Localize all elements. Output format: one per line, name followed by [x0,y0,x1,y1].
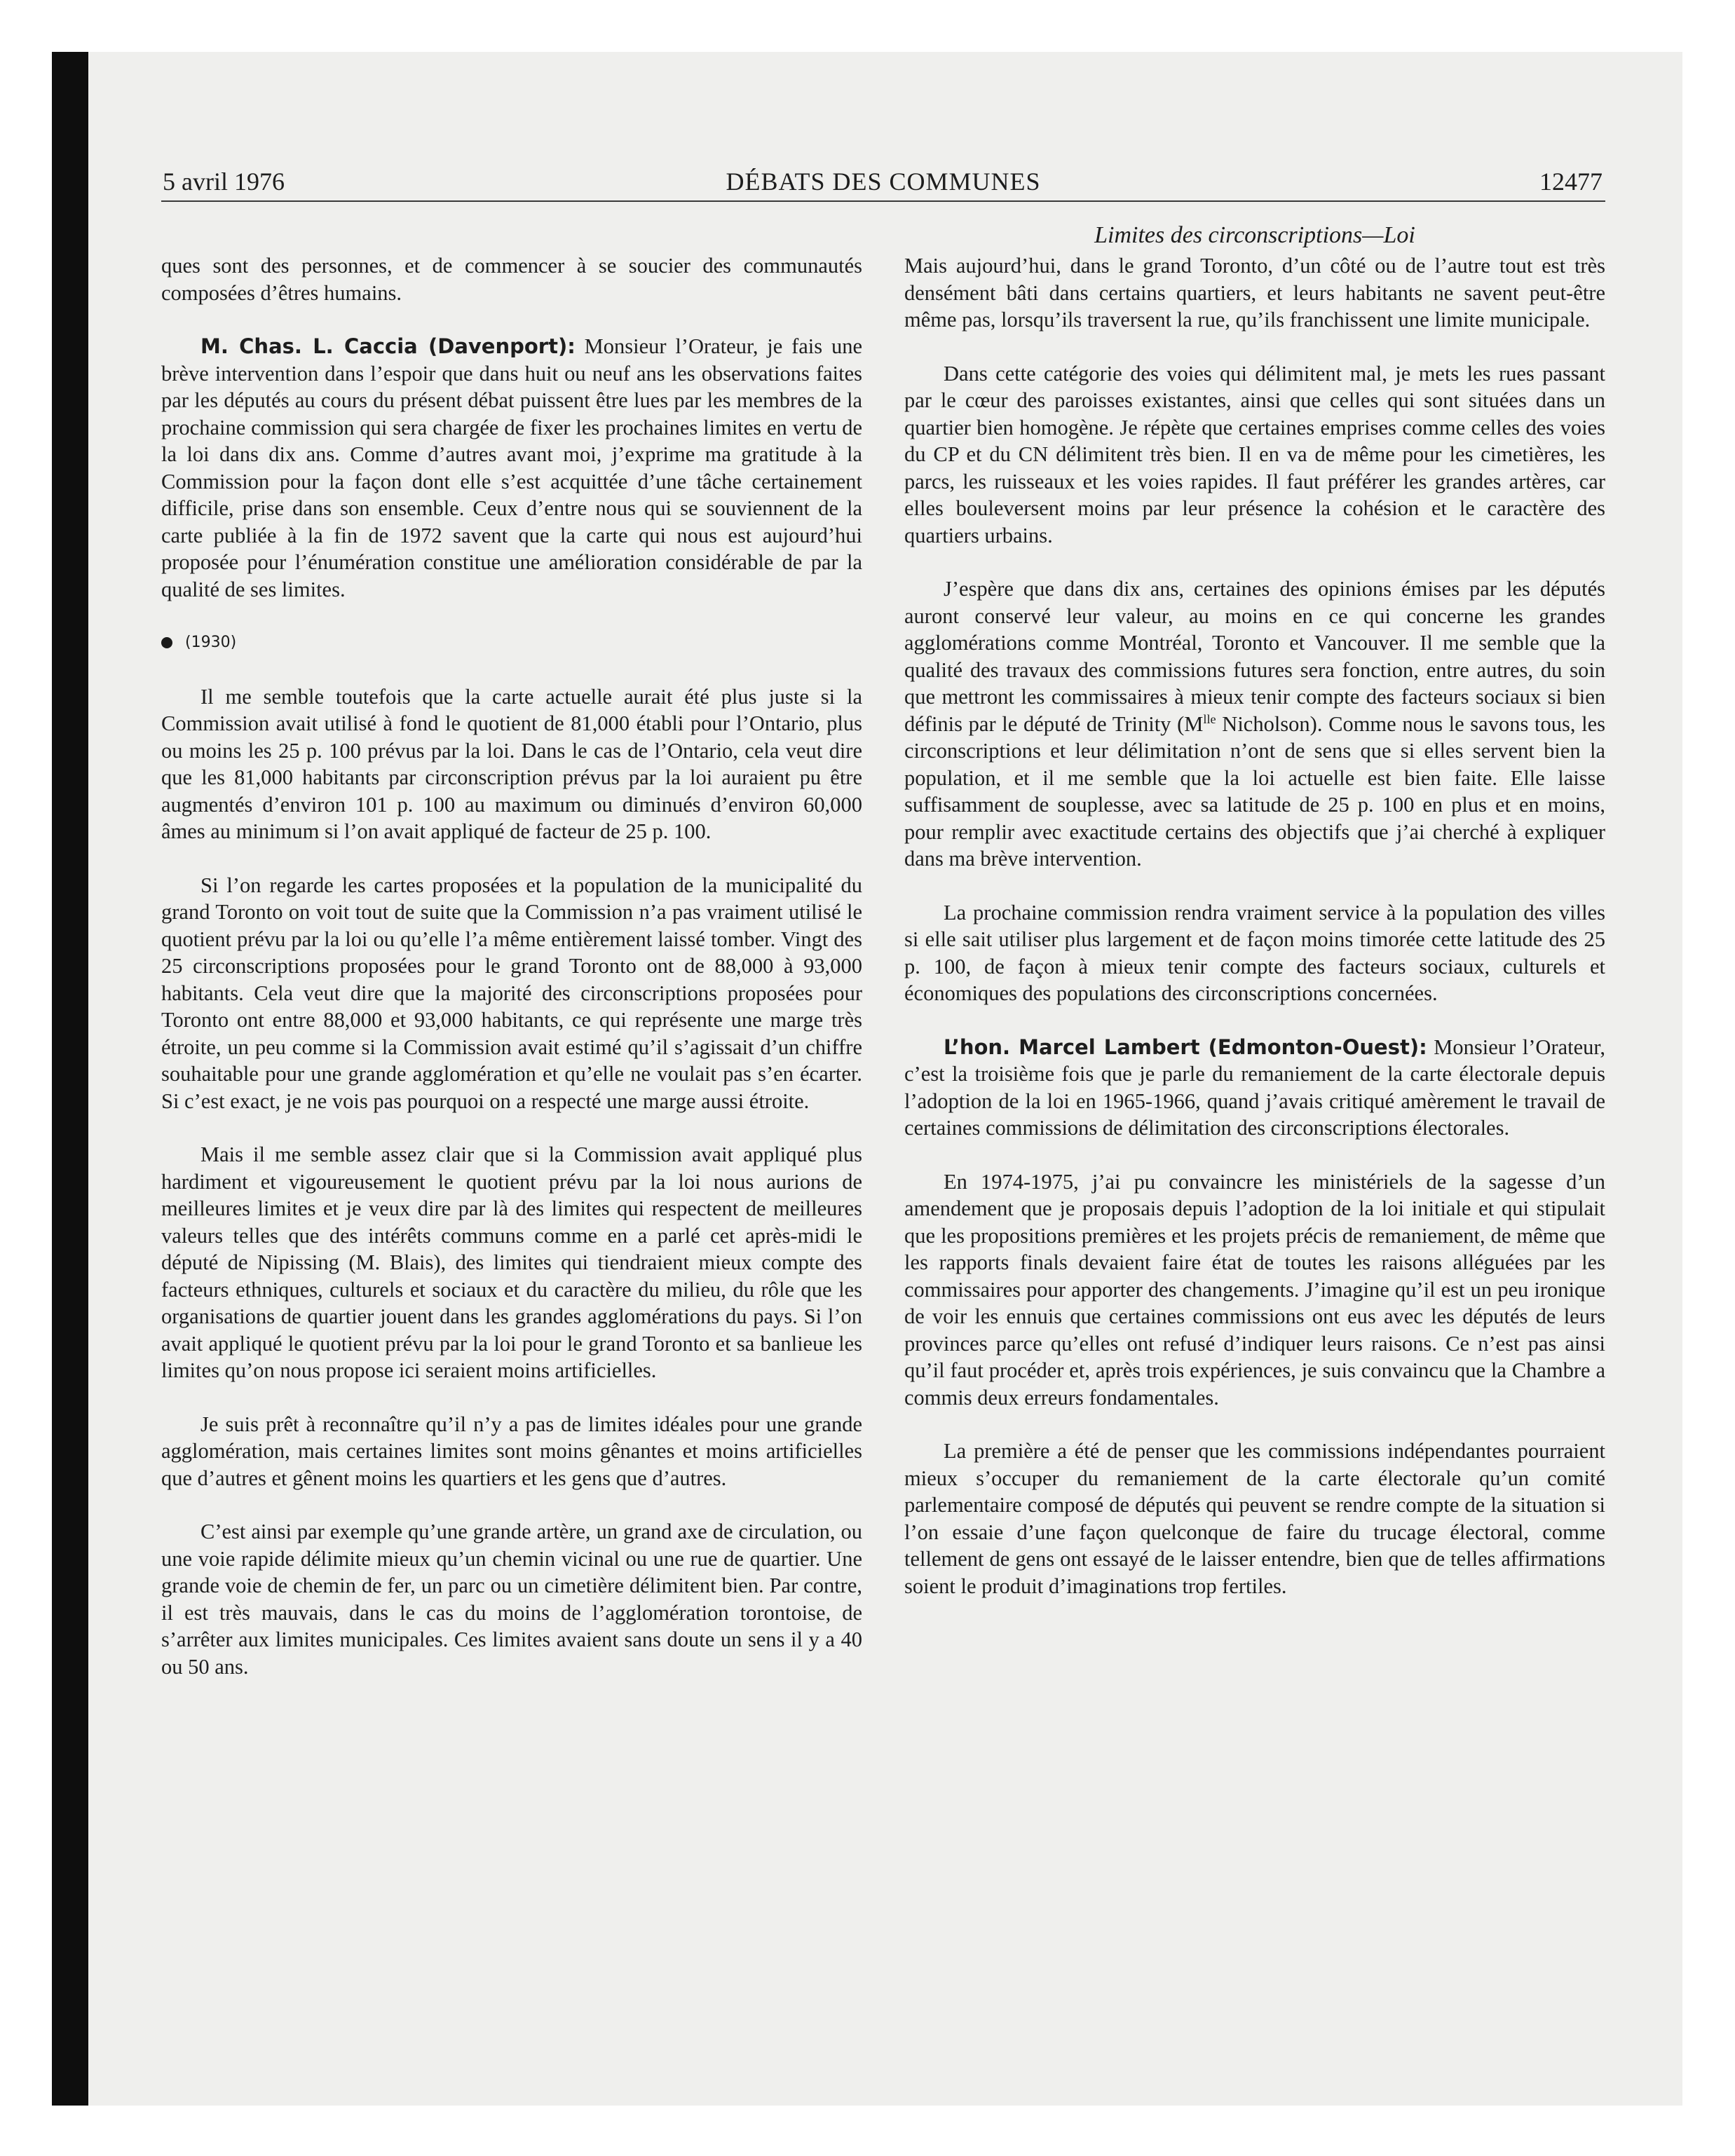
left-column [161,252,862,1707]
paragraph: Mais aujourd’hui, dans le grand Toronto, d’un côté ou de l’autre tout est très densément bâti dans certains quartiers, et leurs habitants ne savent peut-être même pas, lorsqu’ils traversent la rue, qu’ils franchissent une limite municipale. [904,254,1605,332]
text-run: Nicholson). Comme nous le savons tous, les circonscriptions et leur délimitation n’ont de sens que si elles servent bien la population, et il me semble que la loi actuelle est bien faite. Elle laisse suffisamment de souplesse, avec sa latitude de 25 p. 100 en plus et en moins, pour remplir avec exactitude certains des objectifs que j’ai cherché à expliquer dans ma brève intervention. [904,711,1605,871]
paragraph: La prochaine commission rendra vraiment service à la population des villes si elle sait utiliser plus largement et de façon moins timorée cette latitude des 25 p. 100, de façon à mieux tenir compte des facteurs sociaux, culturels et économiques des populations des circonscriptions concernées. [904,900,1605,1005]
right-column [904,252,1605,1626]
time-marker [161,629,862,657]
bullet-dot-icon [161,637,172,648]
header-title: DÉBATS DES COMMUNES [726,168,1041,196]
speaker-name: L’hon. Marcel Lambert (Edmonton-Ouest): [944,1035,1427,1059]
paragraph-lambert [904,1034,1605,1142]
paragraph: Je suis prêt à reconnaître qu’il n’y a pas de limites idéales pour une grande agglomération, mais certaines limites sont moins gênantes et moins artificielles que d’autres et gênent moins les quartiers et les gens que d’autres. [161,1412,862,1490]
paragraph: Dans cette catégorie des voies qui délimitent mal, je mets les rues passant par le cœur des paroisses existantes, ainsi que celles qui sont situées dans un quartier bien homogène. Je répète que certaines emprises comme celles des voies du CP et du CN délimitent très bien. Il en va de même pour les cimetières, les parcs, les ruisseaux et les voies rapides. Il faut préférer les grandes artères, car elles bouleversent moins par leur présence la cohésion et le caractère des quartiers urbains. [904,361,1605,547]
time-marker-label: (1930) [185,634,237,651]
paragraph: C’est ainsi par exemple qu’une grande artère, un grand axe de circulation, ou une voie rapide délimite mieux qu’un chemin vicinal ou une rue de quartier. Une grande voie de chemin de fer, un parc ou un cimetière délimitent bien. Par contre, il est très mauvais, dans le cas du moins de l’agglomération torontoise, de s’arrêter aux limites municipales. Ces limites avaient sans doute un sens il y a 40 ou 50 ans. [161,1520,862,1679]
binding-edge [52,52,88,2106]
paragraph-caccia [161,333,862,603]
speech-text: Monsieur l’Orateur, je fais une brève intervention dans l’espoir que dans huit ou neuf ans les observations faites par les députés au cours du présent débat puissent être lues par les membres de la prochaine commission qui sera chargée de fixer les prochaines limites en vertu de la loi dans dix ans. Comme d’autres avant moi, j’exprime ma gratitude à la Commission pour la façon dont elle s’est acquittée d’une tâche certainement difficile, prise dans son ensemble. Ceux d’entre nous qui se souviennent de la carte publiée à la fin de 1972 savent que la carte qui nous est aujourd’hui proposée pour l’énumération constitue une amélioration considérable de par la qualité de ses limites. [161,334,862,601]
speaker-name: M. Chas. L. Caccia (Davenport): [200,334,576,358]
header-date: 5 avril 1976 [163,168,285,196]
paragraph: ques sont des personnes, et de commencer à se soucier des communautés composées d’êtres humains. [161,254,862,305]
paragraph: La première a été de penser que les commissions indépendantes pourraient mieux s’occuper du remaniement de la carte électorale qu’un comité parlementaire composé de députés qui peuvent se rendre compte de la situation si l’on essaie d’une façon quelconque de faire du trucage électoral, comme tellement de gens ont essayé de le laisser entendre, bien que de telles affirmations soient le produit d’imaginations trop fertiles. [904,1439,1605,1598]
hansard-page [161,165,1605,2086]
text-run: J’espère que dans dix ans, certaines des opinions émises par les députés auront conservé leur valeur, au moins en ce qui concerne les grandes agglomérations comme Montréal, Toronto et Vancouver. Il me semble que la qualité des travaux des commissions futures sera fonction, entre autres, du soin que mettront les commissaires à mieux tenir compte des facteurs sociaux si bien définis par le député de Trinity (M [904,577,1605,736]
header-page-number: 12477 [1539,168,1603,196]
header-rule [161,200,1605,202]
paragraph: Si l’on regarde les cartes proposées et la population de la municipalité du grand Toronto on voit tout de suite que la Commission n’a pas vraiment utilisé le quotient prévu par la loi ou qu’elle l’a même entièrement laissé tomber. Vingt des 25 circonscriptions proposées pour le grand Toronto ont de 88,000 à 93,000 habitants. Cela veut dire que la majorité des circonscriptions proposées pour Toronto ont entre 88,000 et 93,000 habitants, ce qui représente une marge très étroite, un peu comme si la Commission avait estimé qu’il s’agissait d’un chiffre souhaitable pour une grande agglomération et qu’elle ne voulait pas s’en écarter. Si c’est exact, je ne vois pas pourquoi on a respecté une marge aussi étroite. [161,873,862,1113]
paragraph: Il me semble toutefois que la carte actuelle aurait été plus juste si la Commission avait utilisé à fond le quotient de 81,000 établi pour l’Ontario, plus ou moins les 25 p. 100 prévus par la loi. Dans le cas de l’Ontario, cela veut dire que les 81,000 habitants par circonscription prévus par la loi auraient pu être augmentés d’environ 101 p. 100 au maximum ou diminués d’environ 60,000 âmes au minimum si l’on avait appliqué de facteur de 25 p. 100. [161,684,862,843]
running-subtitle: Limites des circonscriptions—Loi [1094,222,1415,248]
superscript: lle [1203,711,1216,726]
paragraph: En 1974-1975, j’ai pu convaincre les ministériels de la sagesse d’un amendement que je proposais depuis l’adoption de la loi initiale et qui stipulait que les propositions premières et les projets précis de remaniement, de même que les rapports finals devaient faire état de toutes les raisons alléguées par les commissaires pour apporter des changements. J’imagine qu’il est un peu ironique de voir les ennuis que certaines commissions ont eus avec les députés de leurs provinces parce qu’elles ont refusé d’indiquer leurs raisons. Ce n’est pas ainsi qu’il faut procéder et, après trois expériences, je suis convaincu que la Chambre a commis deux erreurs fondamentales. [904,1169,1605,1410]
paragraph-trinity [904,575,1605,873]
speech-text: Monsieur l’Orateur, c’est la troisième fois que je parle du remaniement de la carte électorale depuis l’adoption de la loi en 1965-1966, quand j’avais critiqué amèrement le travail de certaines commissions de délimitation des circonscriptions électorales. [904,1035,1605,1140]
paragraph: Mais il me semble assez clair que si la Commission avait appliqué plus hardiment et vigoureusement le quotient prévu par la loi nous aurions de meilleures limites et je veux dire par là des limites qui respectent de meilleures valeurs telles que des intérêts communs comme en a parlé cet après-midi le député de Nipissing (M. Blais), des limites qui tiendraient mieux compte des facteurs ethniques, culturels et sociaux et du caractère du milieu, du rôle que les organisations de quartier jouent dans les grandes agglomérations du pays. Si l’on avait appliqué le quotient prévu par la loi pour le grand Toronto et sa banlieue les limites qu’on nous propose ici seraient moins artificielles. [161,1142,862,1382]
